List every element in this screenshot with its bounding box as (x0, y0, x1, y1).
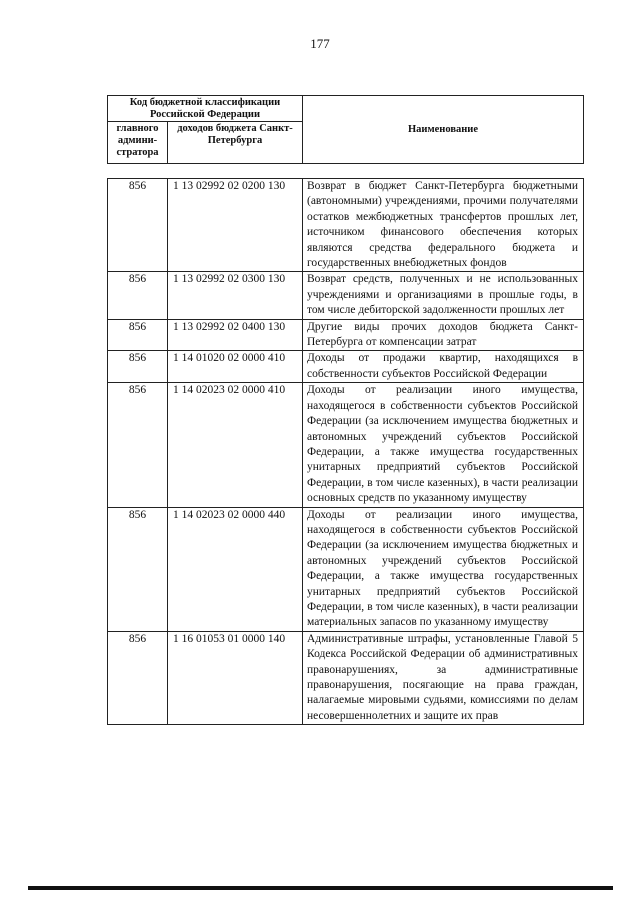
admin-code-cell: 856 (108, 272, 168, 319)
table-row (108, 319, 584, 351)
admin-column-header: главного админи-стратора (108, 122, 168, 164)
name-cell: Доходы от реализации иного имущества, находящегося в собственности субъектов Российской Федерации (за исключением имущества бюджетных и автономных учреждений субъектов Российской Федерации, а также имущества государственных унитарных предприятий субъектов Российской Федерации, в том числе казенных), в части реализации основных средств по указанному имуществу (303, 383, 584, 507)
admin-code-cell: 856 (108, 351, 168, 383)
income-code-cell: 1 14 02023 02 0000 410 (168, 383, 303, 507)
name-cell: Другие виды прочих доходов бюджета Санкт-Петербурга от компенсации затрат (303, 319, 584, 351)
admin-code-cell: 856 (108, 319, 168, 351)
bottom-rule (28, 886, 613, 890)
table-row (108, 272, 584, 319)
income-code-cell: 1 14 02023 02 0000 440 (168, 507, 303, 631)
admin-code-cell: 856 (108, 179, 168, 272)
income-code-cell: 1 13 02992 02 0200 130 (168, 179, 303, 272)
budget-table (107, 178, 584, 725)
income-column-header: доходов бюджета Санкт-Петербурга (168, 122, 303, 164)
admin-code-cell: 856 (108, 383, 168, 507)
income-code-cell: 1 16 01053 01 0000 140 (168, 631, 303, 724)
table-header (107, 95, 584, 164)
name-cell: Доходы от реализации иного имущества, находящегося в собственности субъектов Российской Федерации (за исключением имущества бюджетных и автономных учреждений субъектов Российской Федерации, а также имущества государственных унитарных предприятий субъектов Российской Федерации, в том числе казенных), в части реализации материальных запасов по указанному имуществу (303, 507, 584, 631)
name-cell: Административные штрафы, установленные Главой 5 Кодекса Российской Федерации об административных правонарушениях, за административные правонарушения, посягающие на права граждан, налагаемые мировыми судьями, комиссиями по делам несовершеннолетних и защите их прав (303, 631, 584, 724)
name-cell: Доходы от продажи квартир, находящихся в собственности субъектов Российской Федерации (303, 351, 584, 383)
income-code-cell: 1 14 01020 02 0000 410 (168, 351, 303, 383)
table-row (108, 383, 584, 507)
page-number: 177 (310, 36, 330, 51)
table-row (108, 179, 584, 272)
table-row (108, 507, 584, 631)
name-cell: Возврат в бюджет Санкт-Петербурга бюджетными (автономными) учреждениями, прочими получателями остатков межбюджетных трансфертов прошлых лет, источником финансового обеспечения которых являются средства федерального бюджета и государственных внебюджетных фондов (303, 179, 584, 272)
name-column-header: Наименование (303, 96, 584, 164)
income-code-cell: 1 13 02992 02 0300 130 (168, 272, 303, 319)
income-code-cell: 1 13 02992 02 0400 130 (168, 319, 303, 351)
table-row (108, 351, 584, 383)
table-row (108, 631, 584, 724)
kbk-header: Код бюджетной классификации Российской Федерации (108, 96, 303, 122)
admin-code-cell: 856 (108, 507, 168, 631)
admin-code-cell: 856 (108, 631, 168, 724)
name-cell: Возврат средств, полученных и не использованных учреждениями и организациями в прошлые годы, в том числе дебиторской задолженности прошлых лет (303, 272, 584, 319)
